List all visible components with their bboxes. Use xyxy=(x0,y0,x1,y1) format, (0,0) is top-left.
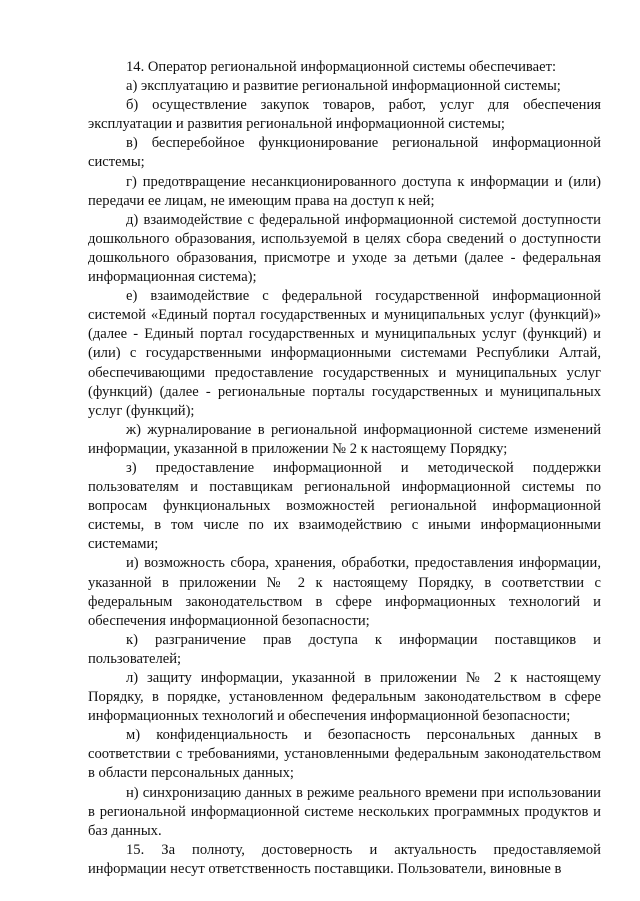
paragraph-14i: и) возможность сбора, хранения, обработки, предоставления информации, указанной в приложении № 2 к настоящему Порядку, в соответствии с федеральным законодательством в сфере информационных технологий и обеспечения информационной безопасности; xyxy=(88,555,601,629)
paragraph-14n: н) синхронизацию данных в режиме реального времени при использовании в региональной информационной системе нескольких программных продуктов и баз данных. xyxy=(88,784,601,839)
paragraph-14k: к) разграничение прав доступа к информации поставщиков и пользователей; xyxy=(88,631,601,667)
paragraph-14: 14. Оператор региональной информационной системы обеспечивает: xyxy=(126,59,556,75)
document-page xyxy=(88,58,601,879)
paragraph-14d: д) взаимодействие с федеральной информационной системой доступности дошкольного образования, используемой в целях сбора сведений о доступности дошкольного образования, присмотре и уходе за детьми (далее - федеральная информационная система); xyxy=(88,211,601,286)
paragraph-14l: л) защиту информации, указанной в приложении № 2 к настоящему Порядку, в порядке, установленном федеральным законодательством в сфере информационных технологий и обеспечения информационной безопасности; xyxy=(88,670,601,725)
paragraph-14z: з) предоставление информационной и методической поддержки пользователям и поставщикам региональной информационной системы по вопросам функциональных возможностей региональной информационной системы, в том числе по их взаимодействию с иными информационными системами; xyxy=(88,459,601,553)
paragraph-15: 15. За полноту, достоверность и актуальность предоставляемой информации несут ответственность поставщики. Пользователи, виновные в xyxy=(88,841,601,877)
paragraph-14a: а) эксплуатацию и развитие региональной информационной системы; xyxy=(126,78,561,95)
paragraph-14v: в) бесперебойное функционирование региональной информационной системы; xyxy=(88,135,601,171)
paragraph-14b: б) осуществление закупок товаров, работ, услуг для обеспечения эксплуатации и развития региональной информационной системы; xyxy=(88,97,601,133)
paragraph-14g: г) предотвращение несанкционированного доступа к информации и (или) передачи ее лицам, не имеющим права на доступ к ней; xyxy=(88,173,601,209)
paragraph-14e: е) взаимодействие с федеральной государственной информационной системой «Единый портал государственных и муниципальных услуг (функций)» (далее - Единый портал государственных и муниципальных услуг (функций) и (или) с государственными информационными системами Республики Алтай, обеспечивающими предоставление государственных и муниципальных услуг (функций) (далее - региональные порталы государственных и муниципальных услуг (функций); xyxy=(88,288,601,419)
paragraph-14m: м) конфиденциальность и безопасность персональных данных в соответствии с требованиями, установленными федеральным законодательством в области персональных данных; xyxy=(88,727,601,782)
paragraph-14zh: ж) журналирование в региональной информационной системе изменений информации, указанной в приложении № 2 к настоящему Порядку; xyxy=(88,421,601,457)
